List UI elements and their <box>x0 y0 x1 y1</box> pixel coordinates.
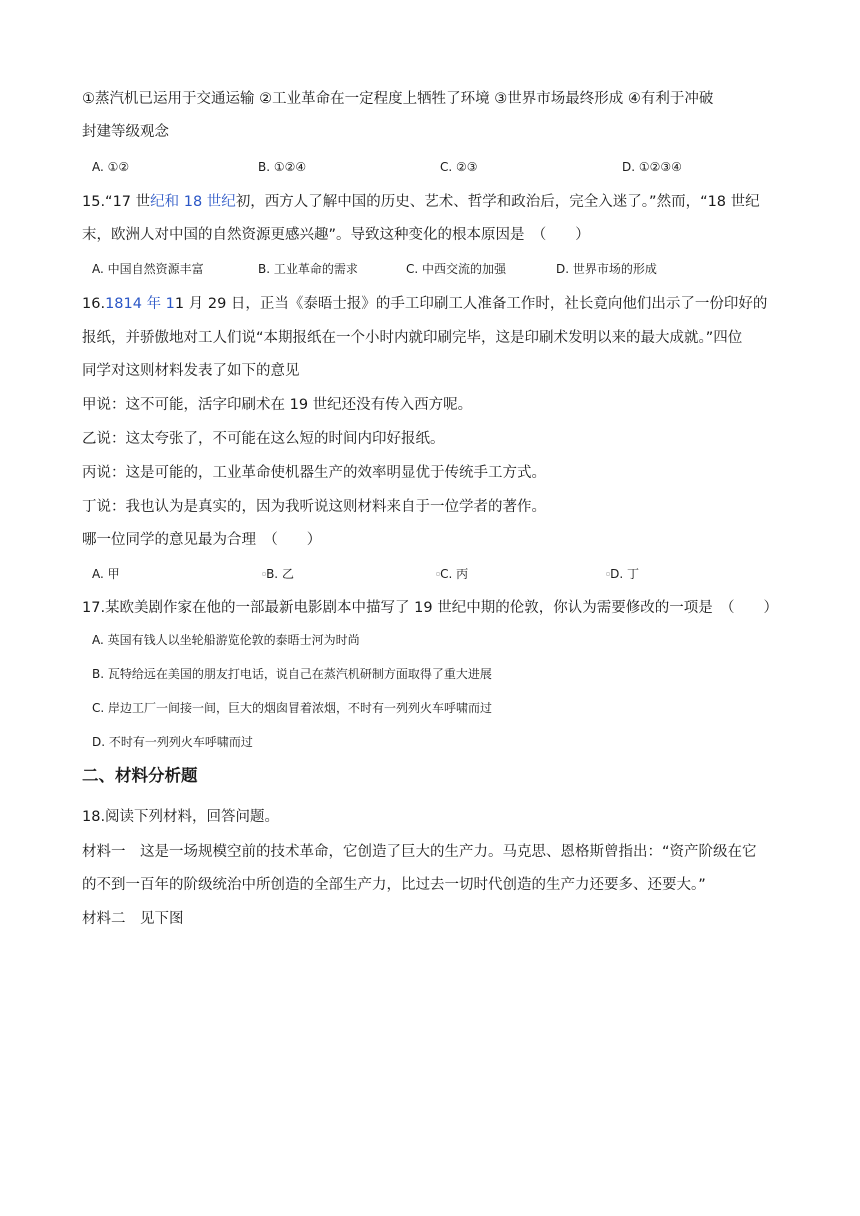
q18-material1-line2: 的不到一百年的阶级统治中所创造的全部生产力，比过去一切时代创造的生产力还要多、还要大。” <box>82 877 706 893</box>
q14-option-a: A. ①② <box>92 160 130 174</box>
q16-option-d: ▫D. 丁 <box>606 567 639 581</box>
q15-stem-line2: 末，欧洲人对中国的自然资源更感兴趣”。导致这种变化的根本原因是 （ ） <box>82 227 590 243</box>
q17-option-b: B. 瓦特给远在美国的朋友打电话，说自己在蒸汽机研制方面取得了重大进展 <box>92 667 492 681</box>
q16-number: 16. <box>82 296 106 312</box>
q16-stem-rest: 1 月 29 日，正当《泰晤士报》的手工印刷工人准备工作时，社长竟向他们出示了一份印好的 <box>174 296 768 312</box>
section-heading: 二、材料分析题 <box>82 766 198 785</box>
q15-stem-line1 <box>82 192 760 212</box>
q18-material1-line1: 材料一 这是一场规模空前的技术革命，它创造了巨大的生产力。马克思、恩格斯曾指出：“资产阶级在它 <box>82 844 757 860</box>
q14-option-b: B. ①②④ <box>258 160 307 174</box>
q16-option-a: A. 甲 <box>92 567 120 581</box>
q15-century-link[interactable]: 纪和 18 世纪 <box>150 194 236 210</box>
q16-opinion-jia: 甲说：这不可能，活字印刷术在 19 世纪还没有传入西方呢。 <box>82 397 473 413</box>
q15-stem-rest: 初，西方人了解中国的历史、艺术、哲学和政治后，完全入迷了。”然而，“18 世纪 <box>235 194 760 210</box>
q16-stem-line3: 同学对这则材料发表了如下的意见 <box>82 363 300 379</box>
q16-option-c-label: C. 丙 <box>440 567 469 581</box>
q14-option-d: D. ①②③④ <box>622 160 682 174</box>
q16-opinion-ding: 丁说：我也认为是真实的，因为我听说这则材料来自于一位学者的著作。 <box>82 499 546 515</box>
q18-stem: 18.阅读下列材料，回答问题。 <box>82 809 280 825</box>
q17-stem: 17.某欧美剧作家在他的一部最新电影剧本中描写了 19 世纪中期的伦敦，你认为需要修改的一项是 （ ） <box>82 600 778 616</box>
q16-stem-line1 <box>82 294 767 314</box>
q17-option-d: D. 不时有一列列火车呼啸而过 <box>92 735 253 749</box>
q16-option-b-label: B. 乙 <box>266 567 294 581</box>
q14-option-c: C. ②③ <box>440 160 478 174</box>
q16-option-d-label: D. 丁 <box>610 567 639 581</box>
q15-stem-start: 15.“17 世 <box>82 194 151 210</box>
q15-option-b: B. 工业革命的需求 <box>258 262 358 276</box>
q14-statements-line1: ①蒸汽机已运用于交通运输 ②工业革命在一定程度上牺牲了环境 ③世界市场最终形成 ④有利于冲破 <box>82 91 714 107</box>
q16-question: 哪一位同学的意见最为合理 （ ） <box>82 532 322 548</box>
q16-option-c: ▫C. 丙 <box>436 567 469 581</box>
q16-option-b: ▫B. 乙 <box>262 567 294 581</box>
q15-option-c: C. 中西交流的加强 <box>406 262 507 276</box>
q16-date-link[interactable]: 1814 年 1 <box>105 296 175 312</box>
q15-option-d: D. 世界市场的形成 <box>556 262 657 276</box>
q17-option-c: C. 岸边工厂一间接一间，巨大的烟囱冒着浓烟，不时有一列列火车呼啸而过 <box>92 701 493 715</box>
q14-statements-line2: 封建等级观念 <box>82 124 169 140</box>
q16-opinion-yi: 乙说：这太夸张了，不可能在这么短的时间内印好报纸。 <box>82 431 445 447</box>
q18-material2: 材料二 见下图 <box>82 911 184 927</box>
q15-option-a: A. 中国自然资源丰富 <box>92 262 204 276</box>
q16-stem-line2: 报纸，并骄傲地对工人们说“本期报纸在一个小时内就印刷完毕，这是印刷术发明以来的最大成就。”四位 <box>82 330 743 346</box>
q17-option-a: A. 英国有钱人以坐轮船游览伦敦的泰晤士河为时尚 <box>92 633 360 647</box>
q16-opinion-bing: 丙说：这是可能的，工业革命使机器生产的效率明显优于传统手工方式。 <box>82 465 546 481</box>
